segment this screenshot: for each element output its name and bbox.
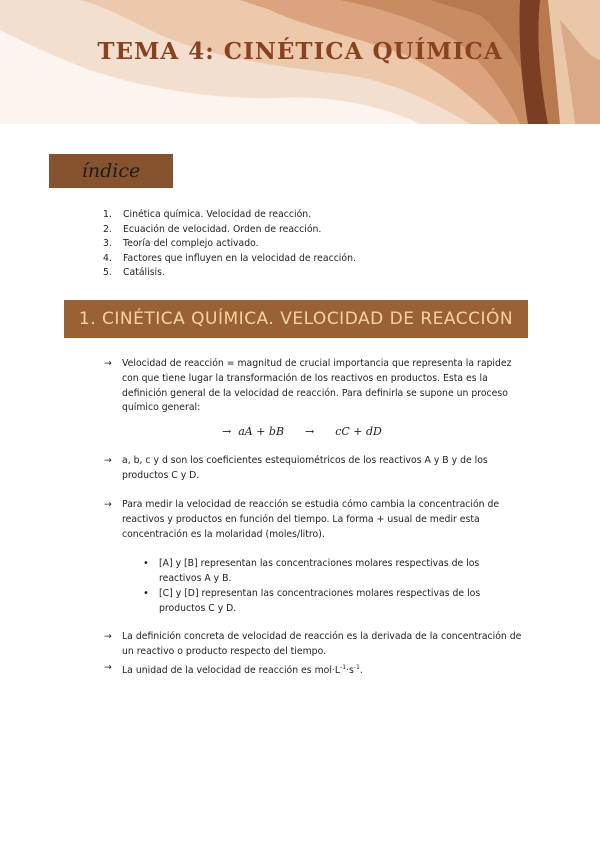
chemical-equation: → aA + bB → cC + dD [222,425,382,438]
arrow-icon: → [104,455,112,466]
table-of-contents [103,208,356,281]
section-heading: 1. CINÉTICA QUÍMICA. VELOCIDAD DE REACCIÓN [78,309,514,329]
document-title: TEMA 4: CINÉTICA QUÍMICA [97,38,503,65]
arrow-icon: → [104,499,112,510]
arrow-icon: → [104,662,112,673]
paragraph-units: → La unidad de la velocidad de reacción es $mol\cdot L^{-1}\cdot s^{-1}$. [104,662,363,677]
section-heading-band [64,300,528,338]
bullet-reactants: • [A] y [B] representan las concentraciones molares respectivas de los reactivos A y B. [143,558,480,584]
arrow-icon: → [104,631,112,642]
toc-item: 2. Ecuación de velocidad. Orden de reacción. [103,223,322,235]
index-heading-box [49,154,173,188]
bullet-icon: • [143,558,149,569]
paragraph-definition: → La definición concreta de velocidad de reacción es la derivada de la concentración de un reactivo o producto respecto del tiempo. [104,631,522,657]
arrow-icon: → [104,358,112,369]
paragraph-coefficients: → a, b, c y d son los coeficientes estequiométricos de los reactivos A y B y de los productos C y D. [104,455,488,481]
toc-item: 3. Teoría del complejo activado. [103,238,259,249]
toc-item: 4. Factores que influyen en la velocidad de reacción. [103,252,356,264]
toc-item: 5. Catálisis. [103,267,165,278]
bullet-icon: • [143,588,149,599]
paragraph-reaction-rate: → Velocidad de reacción = magnitud de crucial importancia que representa la rapidez con que tiene lugar la transformación de los reactivos en productos. Esta es la definición general de la velocidad de reacción. Para definirla se supone un proceso químico general: [104,358,512,414]
index-heading: índice [81,160,141,182]
bullet-products: • [C] y [D] representan las concentraciones molares respectivas de los productos C y D. [143,588,481,614]
paragraph-measurement: → Para medir la velocidad de reacción se estudia cómo cambia la concentración de reactivos y productos en función del tiempo. La forma + usual de medir esta concentración es la molaridad (moles/litro). [104,499,500,540]
toc-item: 1. Cinética química. Velocidad de reacción. [103,209,312,220]
